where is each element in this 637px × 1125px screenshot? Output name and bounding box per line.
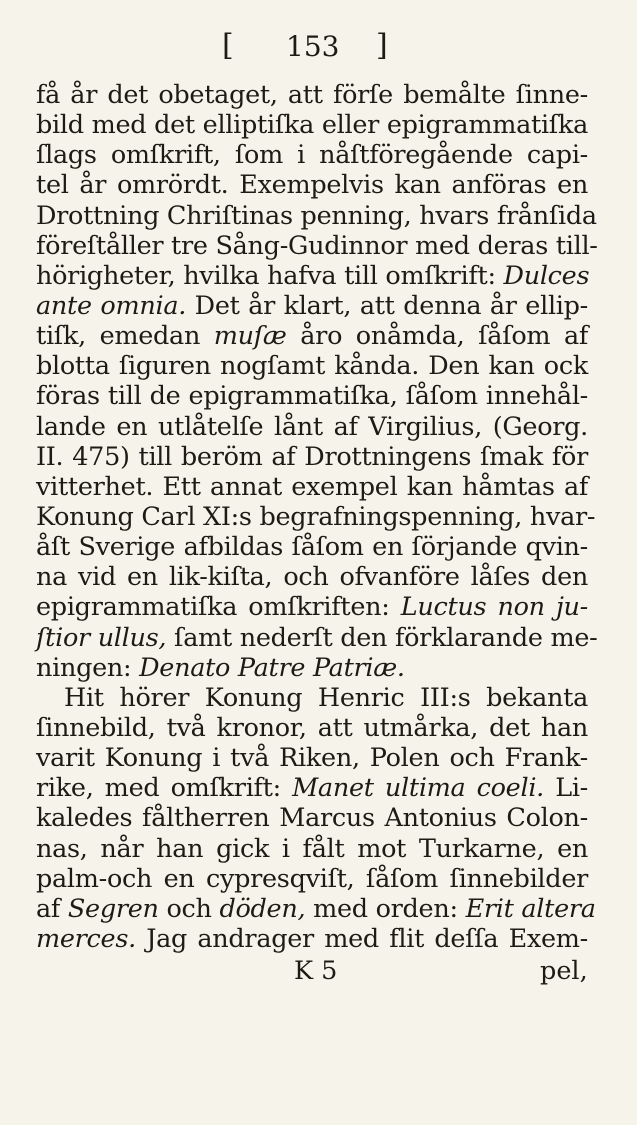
text-line [36, 110, 588, 140]
text-line [36, 170, 588, 200]
text-segment: föras till de epigrammatiſka, ſåſom innehål- [36, 381, 588, 412]
latin-quote: Erit altera [465, 893, 596, 924]
text-segment: Jag andrager med flit deſſa Exem- [135, 923, 588, 954]
header-bracket-right: ] [376, 28, 388, 63]
text-segment: tel år omrördt. Exempelvis kan anföras en [36, 170, 588, 201]
text-segment: Det år klart, att denna år ellip- [186, 290, 588, 321]
text-segment: bild med det elliptiſka eller epigrammatiſka [36, 110, 588, 141]
text-segment: lande en utlåtelſe lånt af Virgilius, (Georg. [36, 411, 588, 442]
text-line [36, 532, 588, 562]
text-line [36, 864, 588, 894]
text-line [36, 80, 588, 110]
catchword: pel, [540, 956, 588, 986]
text-segment: hörigheter, hvilka hafva till omſkrift: [36, 260, 504, 291]
text-line [36, 834, 588, 864]
text-line [36, 472, 588, 502]
text-segment: föreſtåller tre Sång-Gudinnor med deras till- [36, 230, 598, 261]
text-segment: Drottning Chriſtinas penning, hvars frånſida [36, 200, 597, 231]
text-line [36, 653, 588, 683]
text-line [36, 200, 597, 231]
text-segment: ſlags omſkrift, ſom i nåſtföregående capi- [36, 140, 588, 171]
latin-quote: merces. [36, 923, 136, 954]
text-line [36, 261, 588, 291]
text-segment: nas, når han gick i fålt mot Turkarne, en [36, 833, 588, 864]
text-segment: åſt Sverige afbildas ſåſom en ſörjande qvin- [36, 532, 588, 563]
text-line [36, 412, 588, 442]
text-segment: få år det obetaget, att förſe bemålte ſinne- [36, 80, 588, 110]
text-segment: med orden: [305, 893, 466, 924]
text-line [36, 291, 588, 321]
page-footer [0, 956, 637, 992]
text-segment: blotta ſiguren nogſamt kånda. Den kan ock [36, 351, 588, 382]
emphasis: Segren [67, 893, 159, 924]
text-segment: af [36, 893, 68, 924]
text-segment: ningen: [36, 652, 140, 683]
body-text [36, 80, 598, 954]
text-line [36, 321, 588, 351]
text-segment: åro onåmda, ſåſom af [286, 321, 588, 352]
text-line [36, 562, 588, 592]
text-segment: varit Konung i två Riken, Polen och Frank- [36, 743, 588, 774]
text-segment: epigrammatiſka omſkriften: [36, 592, 401, 623]
text-segment: Li- [544, 773, 588, 804]
latin-quote: ante omnia. [36, 290, 187, 321]
emphasis: döden, [219, 893, 306, 924]
latin-quote: Dulces [503, 260, 590, 291]
text-line [36, 683, 588, 713]
text-line [36, 622, 598, 653]
text-segment: Konung Carl XI:s begrafningspenning, hvar- [36, 501, 596, 532]
latin-quote: Denato Patre Patriæ. [139, 652, 405, 683]
text-line [36, 230, 598, 261]
text-segment: vitterhet. Ett annat exempel kan håmtas af [36, 471, 588, 502]
text-line [36, 442, 588, 472]
text-segment: palm-och en cypresqviſt, ſåſom ſinnebilder [36, 863, 588, 894]
text-line [36, 381, 588, 411]
text-segment: II. 475) till beröm af Drottningens ſmak för [36, 441, 588, 472]
text-segment: Hit hörer Konung Henric III:s bekanta [64, 682, 588, 713]
header-bracket-left: [ [222, 28, 234, 63]
text-segment: kaledes fåltherren Marcus Antonius Colon- [36, 803, 588, 834]
text-segment: rike, med omſkrift: [36, 773, 293, 804]
text-line [36, 803, 588, 833]
text-line [36, 140, 588, 170]
text-line [36, 501, 596, 532]
text-line [36, 351, 588, 381]
text-line [36, 713, 588, 743]
text-segment: ſinnebild, två kronor, att utmårka, det han [36, 712, 588, 743]
text-segment: na vid en lik-kiſta, och ofvanföre låſes den [36, 562, 588, 593]
latin-quote: ſtior ullus, [36, 622, 167, 653]
text-segment: ſamt nederſt den förklarande me- [166, 622, 598, 653]
latin-quote: Luctus non ju- [400, 592, 588, 623]
text-line [36, 592, 588, 622]
signature-mark: K 5 [294, 956, 338, 986]
page-header [0, 28, 637, 68]
latin-quote: Manet ultima coeli. [292, 773, 544, 804]
text-line [36, 773, 588, 803]
text-segment: och [158, 893, 220, 924]
latin-term: muſæ [213, 321, 287, 352]
text-segment: tiſk, emedan [36, 321, 214, 352]
text-line [36, 924, 588, 954]
text-line [36, 893, 596, 924]
text-line [36, 743, 588, 773]
page-number: 153 [286, 30, 340, 63]
